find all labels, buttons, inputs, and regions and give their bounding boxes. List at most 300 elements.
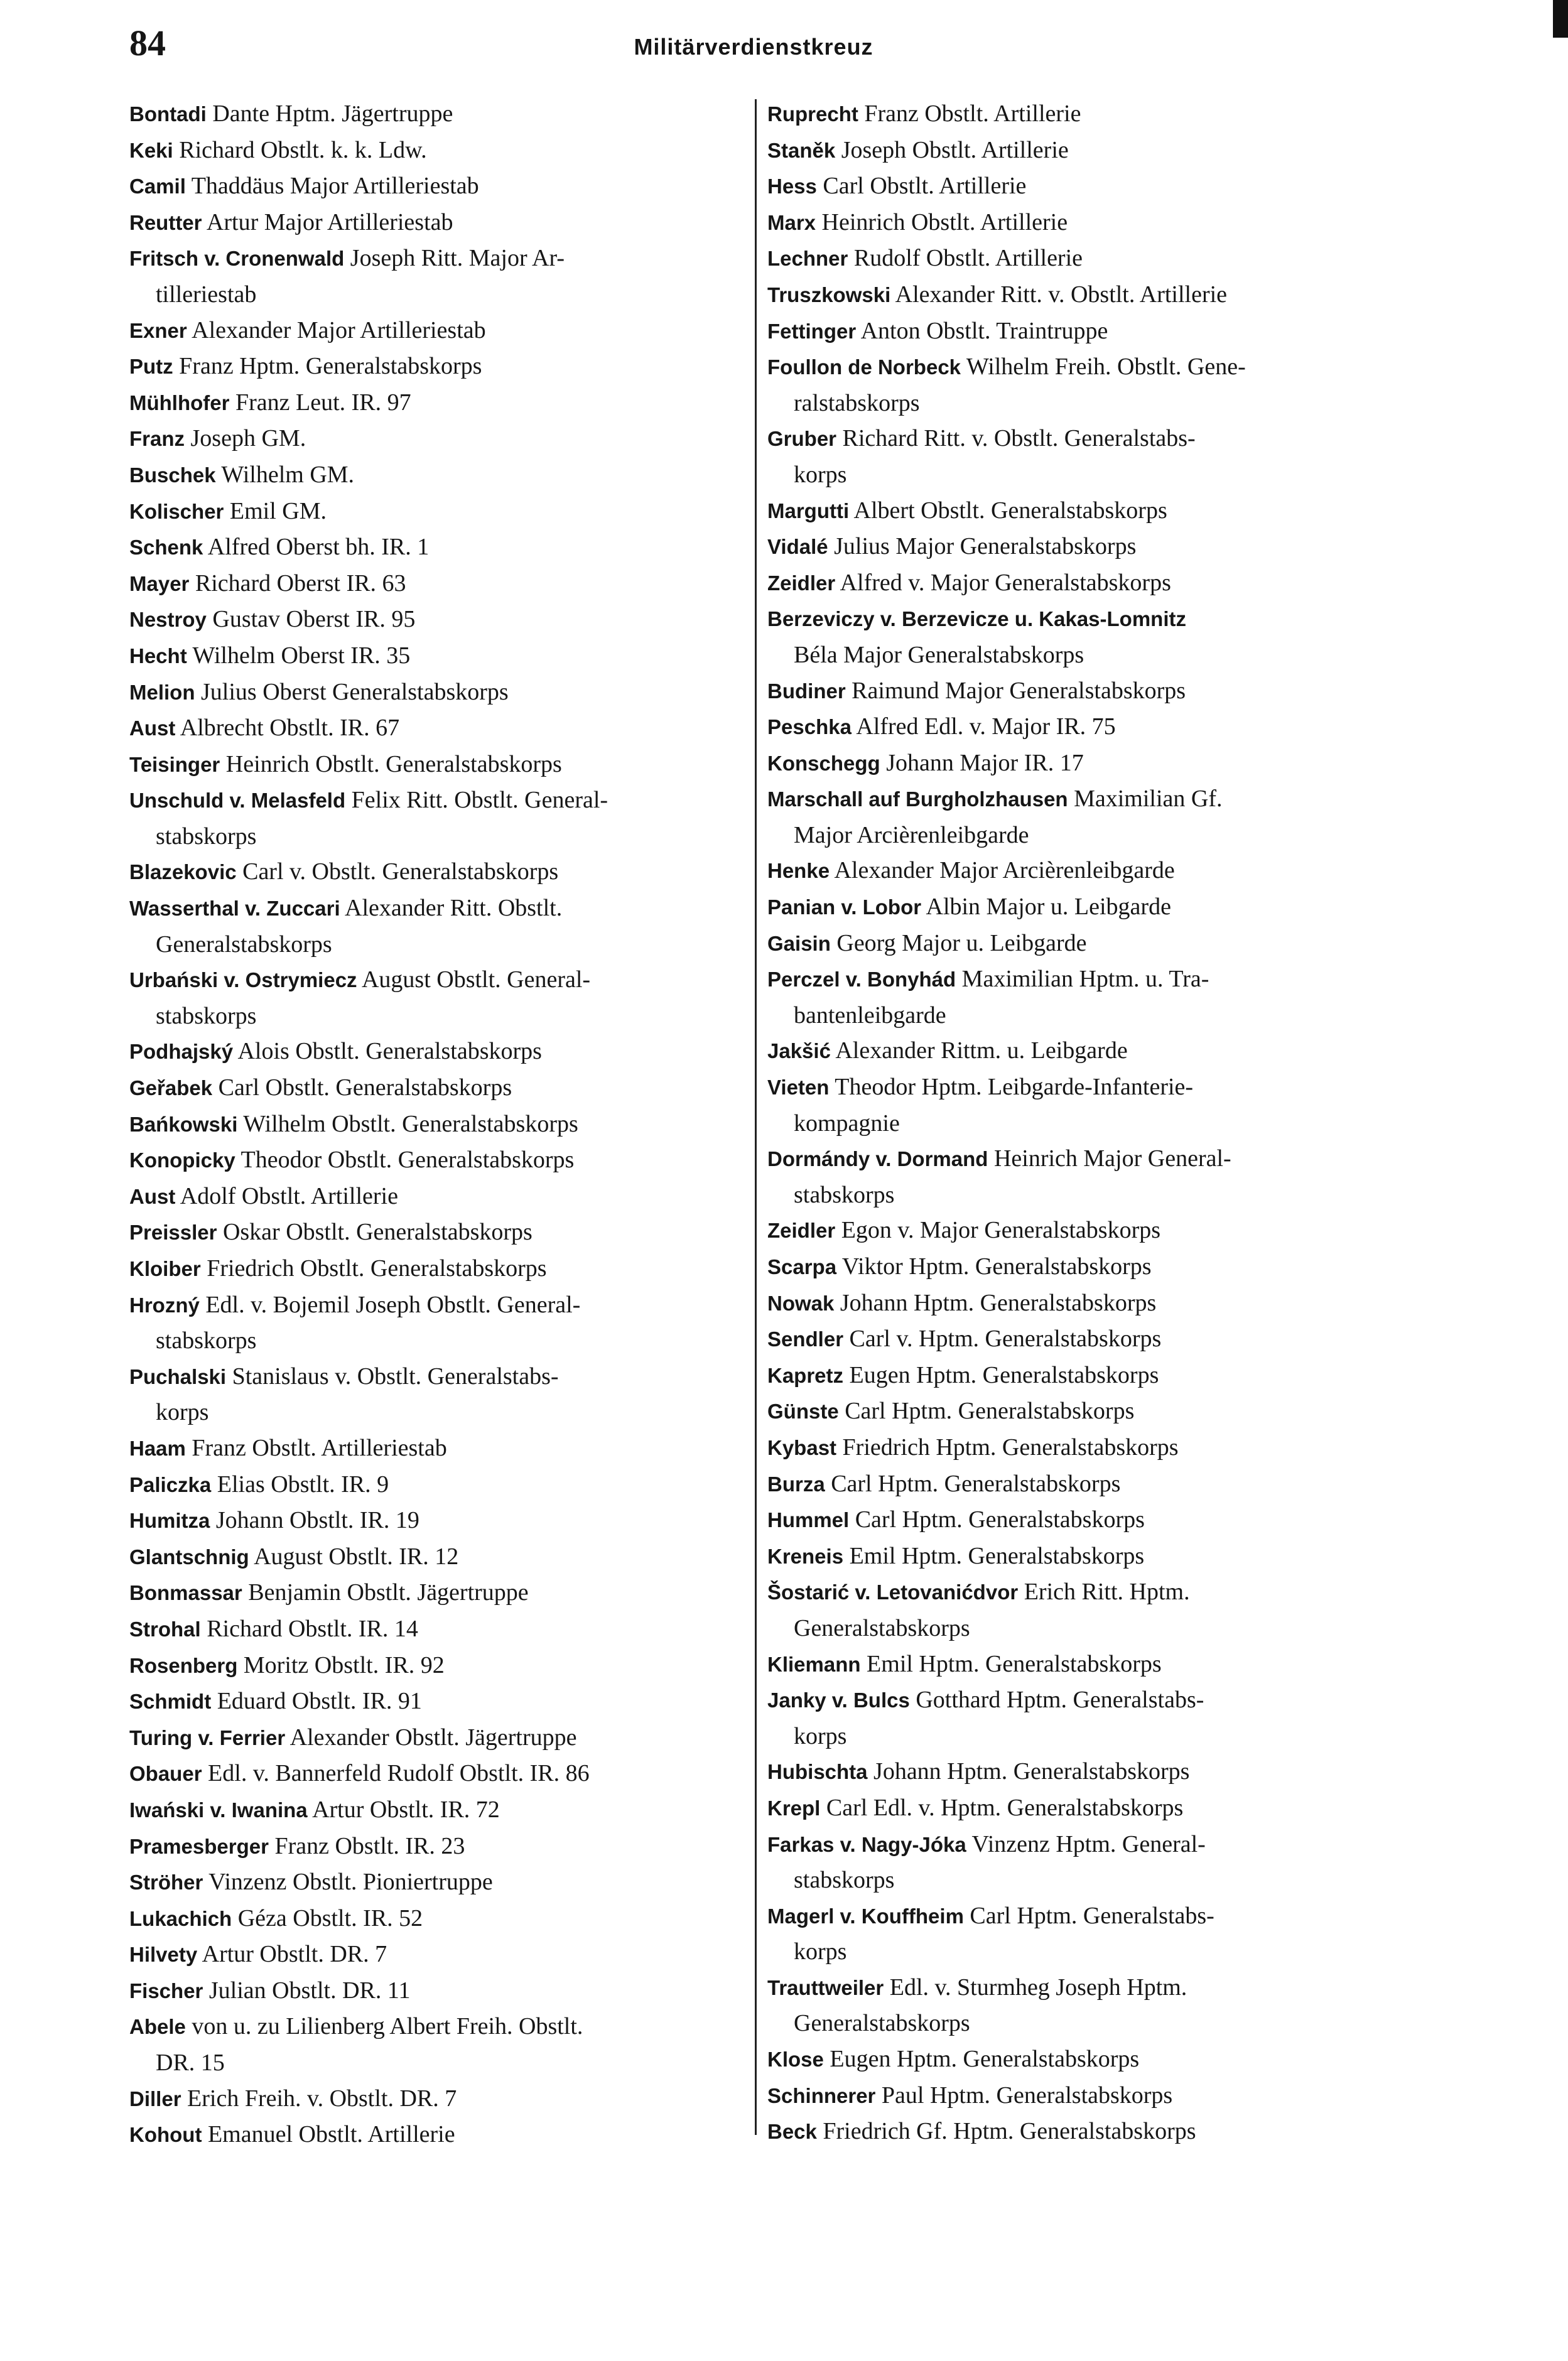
register-entry xyxy=(129,747,750,783)
register-entry xyxy=(129,240,750,277)
entry-details: Carl Hptm. Generalstabs- xyxy=(963,1902,1214,1929)
register-entry xyxy=(767,1466,1383,1503)
entry-surname: Trauttweiler xyxy=(767,1975,884,1999)
entry-surname: Hess xyxy=(767,175,817,198)
entry-details: Franz Leut. IR. 97 xyxy=(229,389,411,416)
column-divider xyxy=(755,99,757,2135)
entry-details: Anton Obstlt. Traintruppe xyxy=(856,317,1108,344)
entry-surname: Wasserthal v. Zuccari xyxy=(129,897,340,921)
entry-continuation: korps xyxy=(794,1722,847,1749)
entry-surname: Vieten xyxy=(767,1076,830,1099)
entry-details: Franz Obstlt. IR. 23 xyxy=(268,1832,465,1859)
entry-details: Heinrich Obstlt. Generalstabskorps xyxy=(220,750,562,777)
entry-surname: Marx xyxy=(767,210,816,234)
entry-surname: Mayer xyxy=(129,571,190,595)
register-entry xyxy=(767,1213,1383,1249)
register-entry xyxy=(129,1287,750,1324)
entry-surname: Foullon de Norbeck xyxy=(767,355,961,379)
register-entry xyxy=(129,1179,750,1215)
register-entry xyxy=(767,2114,1383,2150)
register-entry xyxy=(129,168,750,205)
entry-surname: Krepl xyxy=(767,1796,821,1820)
entry-surname: Kapretz xyxy=(767,1363,844,1387)
entry-details: Alois Obstlt. Generalstabskorps xyxy=(233,1038,542,1065)
entry-details: Carl Obstlt. Generalstabskorps xyxy=(212,1074,512,1101)
entry-details: Stanislaus v. Obstlt. Generalstabs- xyxy=(226,1363,559,1390)
register-entry xyxy=(129,1106,750,1143)
entry-surname: Berzeviczy v. Berzevicze u. Kakas-Lomnitz xyxy=(767,607,1186,631)
entry-surname: Kloiber xyxy=(129,1257,201,1280)
entry-details: Artur Obstlt. DR. 7 xyxy=(197,1941,387,1968)
page-number: 84 xyxy=(129,23,166,63)
register-entry xyxy=(767,709,1383,745)
entry-surname: Urbański v. Ostrymiecz xyxy=(129,968,357,992)
entry-surname: Günste xyxy=(767,1400,839,1424)
register-entry xyxy=(129,348,750,385)
entry-surname: Peschka xyxy=(767,715,852,739)
entry-surname: Bańkowski xyxy=(129,1112,238,1136)
register-entry xyxy=(767,1754,1383,1790)
entry-details: Wilhelm Obstlt. Generalstabskorps xyxy=(237,1110,578,1137)
entry-surname: Unschuld v. Melasfeld xyxy=(129,789,346,813)
register-entry xyxy=(767,1538,1383,1575)
entry-details: Alexander Rittm. u. Leibgarde xyxy=(830,1037,1128,1064)
entry-surname: Gaisin xyxy=(767,931,831,955)
entry-details: Franz Obstlt. Artillerie xyxy=(858,100,1081,127)
register-entry xyxy=(767,1358,1383,1394)
register-entry xyxy=(767,168,1383,205)
entry-surname: Lukachich xyxy=(129,1906,232,1930)
entry-surname: Kreneis xyxy=(767,1544,844,1568)
register-entry xyxy=(129,1430,750,1467)
register-entry xyxy=(129,1539,750,1575)
running-title: Militärverdienstkreuz xyxy=(634,34,873,60)
register-entry xyxy=(767,349,1383,386)
register-entry xyxy=(767,1682,1383,1719)
entry-surname: Paliczka xyxy=(129,1472,212,1496)
entry-details: August Obstlt. IR. 12 xyxy=(249,1543,459,1570)
register-entry xyxy=(767,421,1383,457)
register-entry xyxy=(129,602,750,638)
entry-surname: Vidalé xyxy=(767,535,828,559)
entry-details: Egon v. Major Generalstabskorps xyxy=(835,1217,1161,1244)
entry-surname: Franz xyxy=(129,427,185,451)
entry-surname: Beck xyxy=(767,2120,817,2144)
entry-continuation: stabskorps xyxy=(794,1867,895,1894)
register-entry xyxy=(767,565,1383,602)
entry-details: Vinzenz Hptm. General- xyxy=(966,1830,1206,1857)
register-entry xyxy=(129,1070,750,1106)
entry-details: Joseph Obstlt. Artillerie xyxy=(835,136,1069,163)
entry-surname: Bonmassar xyxy=(129,1581,242,1605)
register-entry xyxy=(129,2009,750,2045)
register-entry xyxy=(767,277,1383,313)
entry-surname: Sendler xyxy=(767,1327,844,1351)
entry-details: Albin Major u. Leibgarde xyxy=(921,894,1171,921)
entry-details: Georg Major u. Leibgarde xyxy=(830,929,1087,956)
entry-surname: Podhajský xyxy=(129,1040,234,1064)
entry-details: Theodor Obstlt. Generalstabskorps xyxy=(235,1147,575,1174)
entry-details: Gotthard Hptm. Generalstabs- xyxy=(909,1687,1204,1714)
entry-continuation: Generalstabskorps xyxy=(794,1614,970,1641)
entry-details: Viktor Hptm. Generalstabskorps xyxy=(836,1253,1152,1280)
entry-surname: Fritsch v. Cronenwald xyxy=(129,247,345,271)
entry-details: Alexander Major Arcièrenleibgarde xyxy=(830,857,1175,884)
entry-surname: Fettinger xyxy=(767,319,857,343)
register-entry xyxy=(129,1829,750,1865)
entry-details: Joseph Ritt. Major Ar- xyxy=(344,245,565,272)
entry-surname: Hubischta xyxy=(767,1760,868,1784)
entry-surname: Staněk xyxy=(767,138,836,162)
register-entry xyxy=(129,854,750,890)
entry-details: Maximilian Gf. xyxy=(1068,786,1223,813)
register-entry xyxy=(129,2081,750,2117)
register-entry xyxy=(767,2078,1383,2114)
register-entry xyxy=(767,853,1383,889)
register-entry xyxy=(129,132,750,169)
entry-continuation: Generalstabskorps xyxy=(156,931,332,958)
register-entry xyxy=(129,1792,750,1829)
entry-details: Alexander Obstlt. Jägertruppe xyxy=(285,1724,577,1751)
entry-surname: Schenk xyxy=(129,536,203,559)
entry-surname: Kohout xyxy=(129,2123,202,2147)
entry-surname: Marschall auf Burgholzhausen xyxy=(767,787,1068,811)
entry-details: Raimund Major Generalstabskorps xyxy=(845,677,1186,704)
entry-details: Eduard Obstlt. IR. 91 xyxy=(211,1688,422,1715)
entry-details: Richard Obstlt. k. k. Ldw. xyxy=(173,136,427,163)
entry-details: Benjamin Obstlt. Jägertruppe xyxy=(242,1579,529,1606)
entry-details: Erich Freih. v. Obstlt. DR. 7 xyxy=(181,2085,457,2112)
register-entry xyxy=(129,1864,750,1901)
entry-surname: Mühlhofer xyxy=(129,391,230,414)
entry-surname: Zeidler xyxy=(767,571,836,595)
register-entry xyxy=(129,1251,750,1287)
entry-details: Rudolf Obstlt. Artillerie xyxy=(848,245,1083,272)
register-entry xyxy=(767,1502,1383,1538)
entry-details: Géza Obstlt. IR. 52 xyxy=(232,1904,423,1931)
register-entry xyxy=(767,601,1383,637)
entry-details: Emil Hptm. Generalstabskorps xyxy=(860,1650,1162,1677)
entry-details: Friedrich Hptm. Generalstabskorps xyxy=(836,1434,1179,1461)
register-entry xyxy=(767,132,1383,169)
register-entry xyxy=(767,1249,1383,1285)
entry-continuation: DR. 15 xyxy=(156,2050,225,2077)
register-entry xyxy=(129,1575,750,1611)
register-entry xyxy=(767,529,1383,565)
entry-details: Edl. v. Sturmheg Joseph Hptm. xyxy=(884,1974,1187,2001)
entry-surname: Keki xyxy=(129,138,173,162)
entry-details: Richard Obstlt. IR. 14 xyxy=(200,1615,418,1642)
register-entry xyxy=(129,421,750,457)
entry-surname: Reutter xyxy=(129,210,202,234)
register-entry xyxy=(129,1973,750,2009)
entry-surname: Scarpa xyxy=(767,1255,837,1278)
register-entry xyxy=(767,1393,1383,1430)
entry-details: Paul Hptm. Generalstabskorps xyxy=(875,2082,1173,2109)
register-entry xyxy=(129,1142,750,1179)
register-entry xyxy=(129,674,750,711)
entry-surname: Hecht xyxy=(129,644,187,667)
entry-surname: Iwański v. Iwanina xyxy=(129,1798,308,1822)
entry-details: Friedrich Obstlt. Generalstabskorps xyxy=(200,1255,547,1282)
register-entry xyxy=(129,1611,750,1648)
entry-details: Alexander Ritt. v. Obstlt. Artillerie xyxy=(890,281,1228,308)
entry-details: Julius Oberst Generalstabskorps xyxy=(195,678,509,705)
entry-surname: Buschek xyxy=(129,463,216,487)
entry-surname: Hilvety xyxy=(129,1943,198,1967)
register-entry xyxy=(129,96,750,132)
entry-surname: Zeidler xyxy=(767,1219,836,1243)
register-entry xyxy=(767,1646,1383,1683)
register-entry xyxy=(129,962,750,998)
entry-details: Johann Major IR. 17 xyxy=(880,749,1084,776)
entry-details: Albert Obstlt. Generalstabskorps xyxy=(849,497,1167,524)
register-entry xyxy=(767,1069,1383,1106)
entry-surname: Burza xyxy=(767,1472,825,1496)
entry-surname: Truszkowski xyxy=(767,283,891,306)
register-entry xyxy=(129,638,750,674)
entry-details: Dante Hptm. Jägertruppe xyxy=(206,100,453,127)
entry-surname: Perczel v. Bonyhád xyxy=(767,968,956,991)
register-entry xyxy=(129,385,750,421)
entry-details: Julius Major Generalstabskorps xyxy=(828,533,1137,560)
entry-continuation: tilleriestab xyxy=(156,281,257,308)
entry-details: Franz Hptm. Generalstabskorps xyxy=(173,353,482,380)
entry-surname: Blazekovic xyxy=(129,860,237,884)
entry-continuation: Major Arcièrenleibgarde xyxy=(794,821,1029,848)
entry-details: Edl. v. Bannerfeld Rudolf Obstlt. IR. 86 xyxy=(202,1760,590,1787)
entry-details: Carl Edl. v. Hptm. Generalstabskorps xyxy=(820,1794,1184,1821)
register-entry xyxy=(129,1683,750,1720)
register-entry xyxy=(767,781,1383,818)
entry-surname: Diller xyxy=(129,2087,181,2110)
register-entry xyxy=(129,205,750,241)
entry-details: Maximilian Hptm. u. Tra- xyxy=(956,966,1209,993)
entry-details: Carl v. Hptm. Generalstabskorps xyxy=(843,1326,1162,1353)
entry-surname: Geřabek xyxy=(129,1076,213,1100)
register-entry xyxy=(129,1503,750,1539)
register-entry xyxy=(767,1430,1383,1466)
register-entry xyxy=(129,1214,750,1251)
entry-surname: Teisinger xyxy=(129,752,220,776)
entry-surname: Gruber xyxy=(767,427,837,451)
entry-details: Thaddäus Major Artilleriestab xyxy=(185,173,479,200)
register-entry xyxy=(129,2117,750,2153)
entry-details: Johann Hptm. Generalstabskorps xyxy=(834,1289,1157,1316)
entry-details: Artur Major Artilleriestab xyxy=(202,208,453,235)
register-entry xyxy=(767,1790,1383,1827)
entry-continuation: Béla Major Generalstabskorps xyxy=(794,641,1084,668)
register-entry xyxy=(129,710,750,747)
register-entry xyxy=(129,457,750,494)
entry-surname: Camil xyxy=(129,175,186,198)
entry-surname: Kliemann xyxy=(767,1652,861,1676)
entry-surname: Hrozný xyxy=(129,1293,200,1317)
entry-surname: Haam xyxy=(129,1436,186,1460)
entry-surname: Aust xyxy=(129,1184,176,1208)
entry-details: Julian Obstlt. DR. 11 xyxy=(203,1977,411,2004)
entry-details: Gustav Oberst IR. 95 xyxy=(206,606,416,633)
entry-surname: Schmidt xyxy=(129,1690,212,1714)
register-entry xyxy=(129,1756,750,1792)
entry-surname: Magerl v. Kouffheim xyxy=(767,1904,964,1928)
register-entry xyxy=(767,1827,1383,1863)
register-entry xyxy=(767,926,1383,962)
entry-surname: Melion xyxy=(129,680,195,704)
register-entry xyxy=(129,1937,750,1973)
entry-surname: Konschegg xyxy=(767,751,880,775)
entry-details: August Obstlt. General- xyxy=(357,966,591,993)
register-entry xyxy=(129,529,750,566)
entry-continuation: stabskorps xyxy=(156,1002,257,1029)
register-entry xyxy=(767,1574,1383,1611)
right-column xyxy=(767,96,1383,2150)
entry-continuation: Generalstabskorps xyxy=(794,2010,970,2037)
entry-details: Albrecht Obstlt. IR. 67 xyxy=(175,715,400,742)
entry-details: Carl v. Obstlt. Generalstabskorps xyxy=(236,858,559,885)
entry-details: Oskar Obstlt. Generalstabskorps xyxy=(217,1219,533,1246)
entry-surname: Konopicky xyxy=(129,1148,235,1172)
entry-details: Carl Obstlt. Artillerie xyxy=(816,173,1027,200)
entry-surname: Putz xyxy=(129,355,173,379)
entry-surname: Lechner xyxy=(767,247,848,271)
entry-surname: Abele xyxy=(129,2015,186,2039)
register-entry xyxy=(767,1898,1383,1935)
register-entry xyxy=(767,1285,1383,1322)
register-entry xyxy=(129,313,750,349)
entry-surname: Ruprecht xyxy=(767,102,858,126)
entry-details: Alfred Oberst bh. IR. 1 xyxy=(203,534,430,561)
entry-surname: Schinnerer xyxy=(767,2083,876,2107)
entry-surname: Strohal xyxy=(129,1617,201,1641)
entry-continuation: ralstabskorps xyxy=(794,389,920,416)
entry-details: Erich Ritt. Hptm. xyxy=(1018,1579,1190,1606)
entry-details: Alexander Ritt. Obstlt. xyxy=(340,895,563,922)
entry-details: Friedrich Gf. Hptm. Generalstabskorps xyxy=(816,2118,1196,2145)
entry-surname: Janky v. Bulcs xyxy=(767,1688,910,1712)
register-entry xyxy=(129,494,750,530)
entry-details: Wilhelm Oberst IR. 35 xyxy=(187,642,411,669)
entry-surname: Humitza xyxy=(129,1509,210,1533)
entry-details: Wilhelm Freih. Obstlt. Gene- xyxy=(961,354,1246,381)
entry-surname: Exner xyxy=(129,318,187,342)
entry-details: Alfred v. Major Generalstabskorps xyxy=(835,569,1171,596)
entry-details: Edl. v. Bojemil Joseph Obstlt. General- xyxy=(199,1291,581,1318)
entry-surname: Dormándy v. Dormand xyxy=(767,1147,988,1171)
entry-details: Carl Hptm. Generalstabskorps xyxy=(825,1470,1121,1497)
register-entry xyxy=(767,745,1383,782)
entry-details: Carl Hptm. Generalstabskorps xyxy=(838,1398,1135,1425)
entry-surname: Šostarić v. Letovanićdvor xyxy=(767,1580,1019,1604)
entry-surname: Klose xyxy=(767,2048,824,2072)
register-entry xyxy=(767,313,1383,350)
entry-details: Eugen Hptm. Generalstabskorps xyxy=(823,2046,1140,2073)
register-entry xyxy=(767,1321,1383,1358)
entry-continuation: stabskorps xyxy=(156,1327,257,1354)
register-entry xyxy=(129,1648,750,1684)
entry-details: Heinrich Major General- xyxy=(988,1145,1231,1172)
entry-details: Theodor Hptm. Leibgarde-Infanterie- xyxy=(829,1074,1194,1101)
entry-details: Richard Oberst IR. 63 xyxy=(189,570,406,597)
entry-details: Emil GM. xyxy=(224,497,327,524)
entry-surname: Kybast xyxy=(767,1435,837,1459)
entry-surname: Ströher xyxy=(129,1871,203,1894)
entry-details: Heinrich Obstlt. Artillerie xyxy=(816,208,1068,235)
register-entry xyxy=(767,205,1383,241)
entry-continuation: stabskorps xyxy=(794,1181,895,1208)
register-entry xyxy=(129,1901,750,1937)
entry-surname: Hummel xyxy=(767,1508,850,1532)
register-entry xyxy=(767,1141,1383,1177)
entry-surname: Aust xyxy=(129,716,176,740)
entry-details: Franz Obstlt. Artilleriestab xyxy=(185,1434,447,1461)
register-entry xyxy=(767,96,1383,132)
entry-details: Elias Obstlt. IR. 9 xyxy=(211,1471,389,1498)
left-column xyxy=(129,96,750,2153)
register-entry xyxy=(767,961,1383,998)
entry-surname: Panian v. Lobor xyxy=(767,895,922,919)
entry-continuation: bantenleibgarde xyxy=(794,1002,946,1029)
entry-details: Johann Hptm. Generalstabskorps xyxy=(867,1758,1190,1785)
register-entry xyxy=(767,673,1383,710)
entry-surname: Puchalski xyxy=(129,1364,227,1388)
entry-surname: Obauer xyxy=(129,1762,202,1786)
entry-surname: Kolischer xyxy=(129,499,224,523)
entry-details: Wilhelm GM. xyxy=(215,461,355,488)
entry-surname: Jakšić xyxy=(767,1039,831,1063)
register-entry xyxy=(129,782,750,819)
entry-surname: Rosenberg xyxy=(129,1653,238,1677)
register-entry xyxy=(767,889,1383,926)
entry-details: Richard Ritt. v. Obstlt. Generalstabs- xyxy=(836,425,1196,452)
entry-details: Emil Hptm. Generalstabskorps xyxy=(843,1542,1145,1569)
entry-continuation: korps xyxy=(794,461,847,488)
entry-details: Artur Obstlt. IR. 72 xyxy=(307,1796,500,1823)
entry-details: Vinzenz Obstlt. Pioniertruppe xyxy=(203,1869,493,1896)
entry-surname: Glantschnig xyxy=(129,1545,249,1569)
register-entry xyxy=(767,1970,1383,2006)
entry-details: Adolf Obstlt. Artillerie xyxy=(175,1182,398,1209)
entry-surname: Budiner xyxy=(767,679,846,703)
register-entry xyxy=(129,890,750,927)
entry-surname: Margutti xyxy=(767,499,850,522)
scan-edge-mark xyxy=(1553,0,1568,38)
register-entry xyxy=(129,1034,750,1070)
entry-details: Johann Obstlt. IR. 19 xyxy=(210,1507,419,1534)
entry-details: Eugen Hptm. Generalstabskorps xyxy=(843,1361,1159,1388)
entry-continuation: korps xyxy=(156,1399,209,1426)
register-entry xyxy=(767,2041,1383,2078)
register-entry xyxy=(767,493,1383,529)
register-entry xyxy=(129,1359,750,1395)
register-entry xyxy=(129,1720,750,1756)
entry-details: Alfred Edl. v. Major IR. 75 xyxy=(851,713,1116,740)
entry-surname: Bontadi xyxy=(129,102,207,126)
entry-surname: Farkas v. Nagy-Jóka xyxy=(767,1832,966,1856)
entry-details: Moritz Obstlt. IR. 92 xyxy=(237,1651,445,1678)
entry-details: Emanuel Obstlt. Artillerie xyxy=(202,2121,455,2148)
entry-surname: Preissler xyxy=(129,1221,217,1245)
entry-details: von u. zu Lilienberg Albert Freih. Obstlt. xyxy=(185,2013,583,2040)
entry-surname: Fischer xyxy=(129,1979,203,2002)
entry-surname: Henke xyxy=(767,859,830,883)
entry-details: Carl Hptm. Generalstabskorps xyxy=(849,1506,1145,1533)
entry-surname: Pramesberger xyxy=(129,1834,269,1858)
register-entry xyxy=(129,1467,750,1503)
entry-surname: Turing v. Ferrier xyxy=(129,1726,286,1749)
entry-details: Joseph GM. xyxy=(185,425,306,452)
entry-details: Alexander Major Artilleriestab xyxy=(187,316,486,343)
